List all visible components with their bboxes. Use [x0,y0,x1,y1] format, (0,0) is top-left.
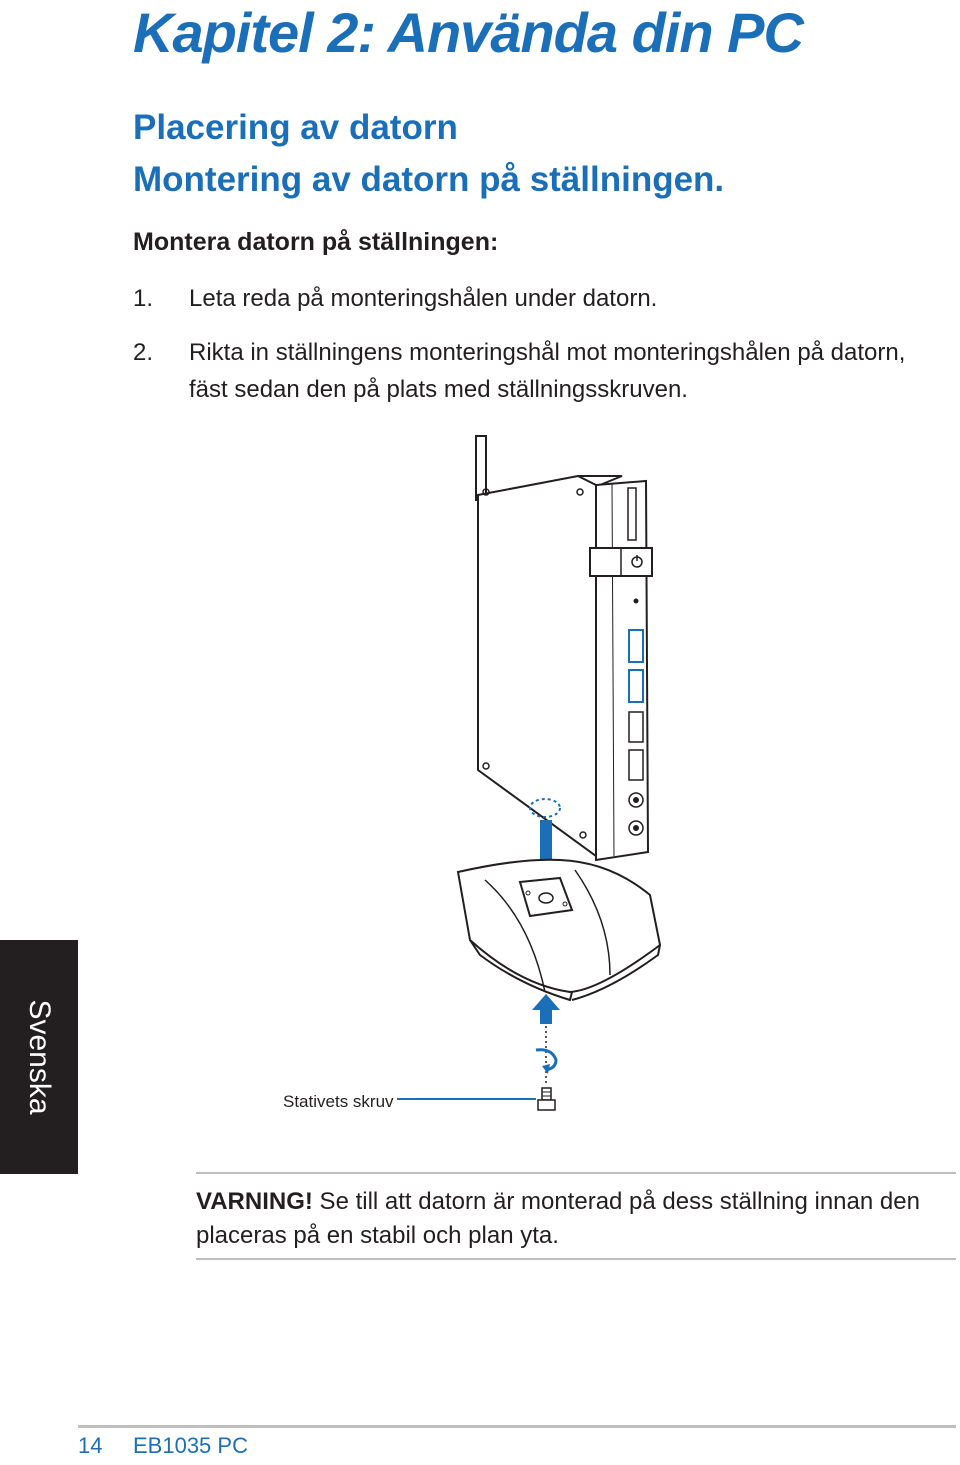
led-icon [634,599,639,604]
model-name: EB1035 PC [133,1433,248,1458]
usb3-port-icon [629,670,643,702]
step-number: 1. [133,285,154,312]
procedure-heading: Montera datorn på ställningen: [133,228,499,256]
subsection-title: Montering av datorn på ställningen. [133,160,725,199]
language-tab [0,940,78,1174]
warning-text: Se till att datorn är monterad på dess ställning innan den placeras på en stabil och plan yta. [196,1188,920,1249]
stand-screw-icon [542,1088,551,1100]
antenna [476,436,486,500]
usb-port-icon [629,750,643,780]
warning-top-rule [196,1172,956,1174]
usb3-port-icon [629,630,643,662]
language-tab-label: Svenska [23,999,56,1115]
warning-bottom-rule [196,1258,956,1260]
footer-rule [78,1425,956,1428]
warning-box [196,1185,956,1253]
section-title: Placering av datorn [133,108,458,147]
step-number: 2. [133,339,154,366]
usb-port-icon [629,712,643,742]
callout-label-stand-screw: Stativets skruv [283,1092,394,1111]
card-slot [628,488,636,540]
step-text: Rikta in ställningens monteringshål mot monteringshålen på datorn, fäst sedan den på plats med ställningsskruven. [189,339,906,403]
chapter-title: Kapitel 2: Använda din PC [133,1,803,64]
pc-stand-illustration [280,430,680,1120]
step-text: Leta reda på monteringshålen under datorn. [189,285,658,312]
arrow-up-icon [532,994,560,1024]
warning-label: VARNING! [196,1188,313,1215]
page-number: 14 [78,1433,103,1458]
